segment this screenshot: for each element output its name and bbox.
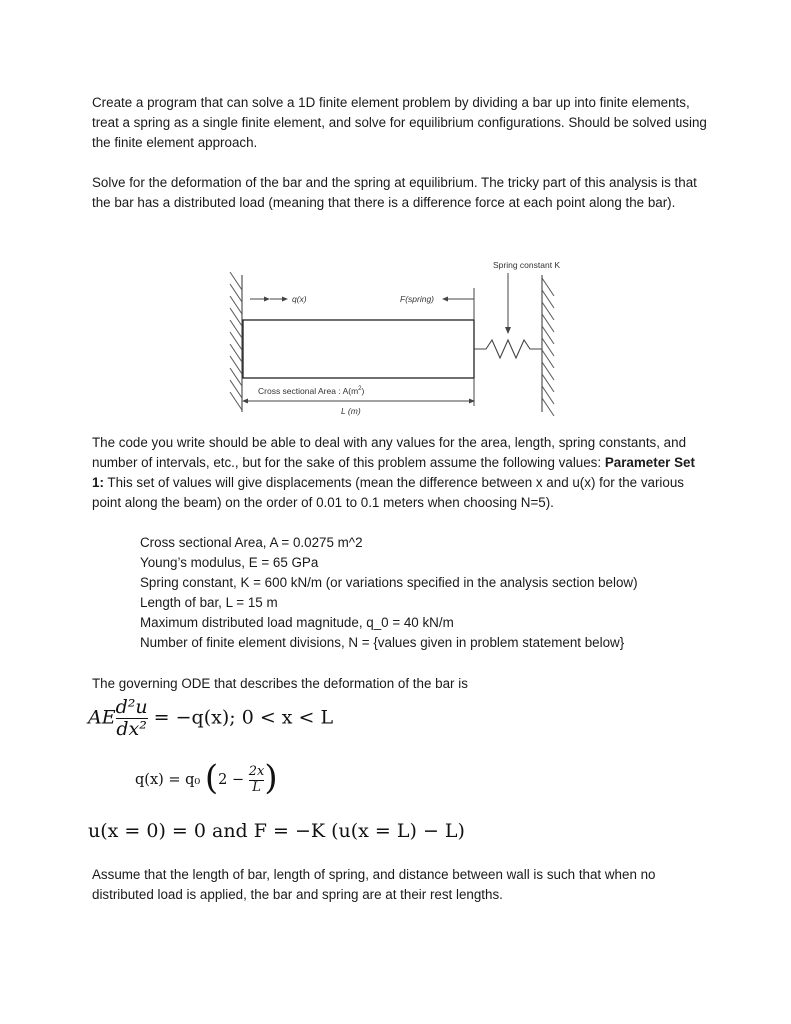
load-function: q(x) = q₀ (2 − $\frac{2x}{L}$ ) [135,758,278,798]
param-divisions: Number of finite element divisions, N = {values given in problem statement below} [140,635,625,650]
ode-intro-paragraph: The governing ODE that describes the deformation of the bar is [92,676,468,691]
length-label: L (m) [341,406,361,416]
code-intro-paragraph [92,433,704,513]
param-length: Length of bar, L = 15 m [140,595,278,610]
load-label: q(x) [292,294,307,304]
right-wall-hatching [542,278,554,416]
left-wall-hatching [230,272,242,410]
spring [474,340,542,358]
intro-paragraph: Create a program that can solve a 1D finite element problem by dividing a bar up into finite elements, treat a spring as a single finite element, and solve for equilibrium configurations. Should be solved using the finite element approach. [92,95,707,150]
param-load-magnitude: Maximum distributed load magnitude, q_0 = 40 kN/m [140,615,454,630]
bar [243,320,474,378]
boundary-conditions: u(x = 0) = 0 and F = −K (u(x = L) − L) [88,820,465,842]
param-area: Cross sectional Area, A = 0.0275 m^2 [140,535,363,550]
param-set-text: This set of values will give displacements (mean the difference between x and u(x) for the various point along the beam) on the order of 0.01 to 0.1 meters when choosing N=5). [92,475,684,510]
task-paragraph: Solve for the deformation of the bar and the spring at equilibrium. The tricky part of this analysis is that the bar has a distributed load (meaning that there is a difference force at each point along the bar). [92,175,697,210]
bar-spring-diagram [222,255,582,425]
assumption-paragraph: Assume that the length of bar, length of spring, and distance between wall is such that when no distributed load is applied, the bar and spring are at their rest lengths. [92,867,656,902]
parameter-list [140,533,638,653]
governing-ode: AE $\frac{\text{d²u}}{\text{dx²}}$ = −q(x); 0 < x < L [88,696,334,740]
param-youngs-modulus: Young’s modulus, E = 65 GPa [140,555,319,570]
area-label: Cross sectional Area : $A(m^2)$ [258,386,365,396]
force-label: F(spring) [400,294,435,304]
load-arrow-icon [282,297,288,302]
code-intro-text: The code you write should be able to deal with any values for the area, length, spring constants, and number of intervals, etc., but for the sake of this problem assume the following values: [92,435,687,470]
force-arrow-icon [442,297,448,302]
spring-constant-label: Spring constant K [493,260,561,270]
param-set-label: Parameter Set 1: [92,455,695,490]
param-spring-constant: Spring constant, K = 600 kN/m (or variations specified in the analysis section below) [140,575,638,590]
